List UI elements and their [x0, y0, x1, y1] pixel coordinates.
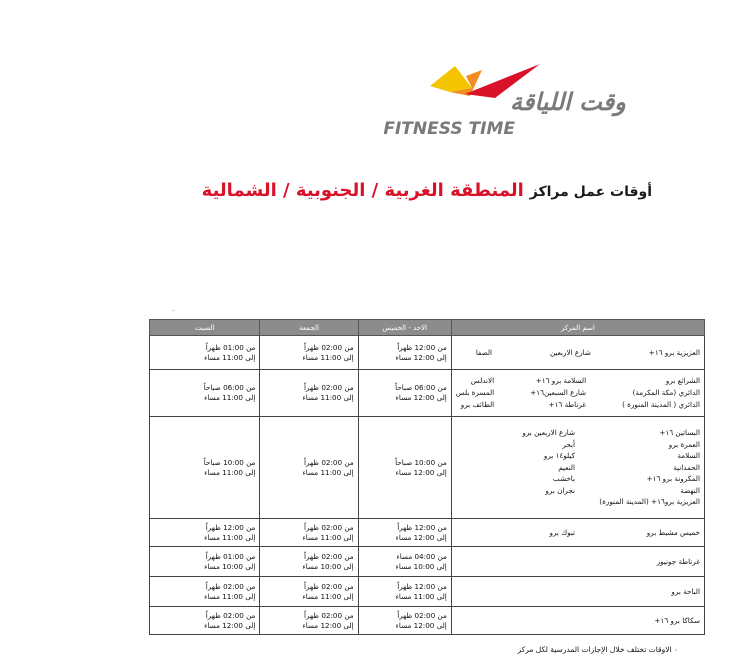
friday-hours [260, 417, 358, 519]
hours-to: إلى 11:00 مساء [395, 591, 447, 601]
schedule-table [149, 319, 705, 635]
hours-from: من 04:00 مساء [396, 551, 447, 561]
hours-from: من 02:00 ظهراً [304, 581, 354, 591]
hours-to: إلى 12:00 مساء [395, 532, 447, 542]
center-name: الدائري ( المدينة المنورة ) [622, 400, 700, 409]
weekday-hours [358, 607, 451, 635]
table-row [150, 417, 705, 519]
table-row [150, 547, 705, 577]
center-name: سكاكا برو ١٦+ [654, 616, 700, 625]
center-name: الحمدانية [673, 462, 700, 472]
weekday-hours [358, 519, 451, 547]
header-center-name: اسم المركز [451, 320, 704, 336]
center-name: الشرائع برو [665, 376, 700, 385]
center-name: النعيم [558, 462, 575, 472]
hours-from: من 02:00 ظهراً [205, 581, 256, 591]
center-name: أبحر [562, 439, 575, 449]
hours-to: إلى 11:00 مساء [302, 532, 354, 542]
friday-hours [260, 336, 358, 370]
hours-from: من 06:00 صباحاً [203, 383, 256, 392]
centers-cell [451, 370, 704, 417]
friday-hours [260, 607, 358, 635]
hours-from: من 02:00 ظهراً [304, 551, 354, 561]
center-name: الدائري (مكة المكرمة) [632, 388, 700, 397]
table-row [150, 336, 705, 370]
center-name: الاندلس [470, 376, 495, 385]
hours-to: إلى 12:00 مساء [302, 620, 354, 630]
saturday-hours [150, 547, 260, 577]
hours-from: من 12:00 ظهراً [205, 522, 256, 532]
center-name: الصفا [475, 348, 493, 357]
saturday-hours [150, 607, 260, 635]
hours-from: من 01:00 ظهراً [205, 342, 256, 352]
center-name: الطائف برو [460, 400, 495, 409]
title-highlight: المنطقة الغربية / الجنوبية / الشمالية [201, 180, 524, 201]
center-name: نجران برو [545, 485, 575, 495]
saturday-hours [150, 417, 260, 519]
hours-to: إلى 11:00 مساء [302, 591, 354, 601]
centers-cell [451, 336, 704, 370]
header-friday: الجمعة [260, 320, 358, 336]
weekday-hours [358, 577, 451, 607]
hours-from: من 02:00 ظهراً [205, 610, 256, 620]
center-name: غرناطة جونيور [656, 557, 700, 566]
hours-to: إلى 10:00 مساء [204, 561, 256, 571]
fitness-time-logo [300, 58, 626, 143]
hours-to: إلى 10:00 مساء [395, 561, 447, 571]
hours-from: من 02:00 ظهراً [304, 522, 354, 532]
center-name: شارع الاربعين برو [522, 427, 575, 437]
hours-to: إلى 11:00 مساء [204, 467, 256, 477]
fitness-time-logo-mark [300, 58, 626, 143]
center-name: كيلو١٤ برو [543, 451, 575, 461]
center-name: السلامة برو ١٦+ [535, 376, 587, 385]
centers-cell [451, 417, 704, 519]
saturday-hours [150, 336, 260, 370]
table-row [150, 370, 705, 417]
center-name: العزيزية برو١٦+ (المدينة المنورة) [599, 497, 700, 507]
hours-to: إلى 11:00 مساء [302, 352, 354, 362]
center-name: شارع السبعين١٦+ [530, 388, 587, 397]
hours-from: من 12:00 ظهراً [397, 342, 447, 352]
hours-from: من 02:00 ظهراً [304, 457, 354, 467]
hours-from: من 06:00 صباحاً [395, 383, 447, 392]
header-saturday: السبت [150, 320, 260, 336]
hours-to: إلى 11:00 مساء [204, 532, 256, 542]
hours-from: من 10:00 صباحاً [203, 457, 256, 467]
center-name: المسرة بلس [455, 388, 495, 397]
title-prefix: أوقات عمل مراكز [529, 184, 652, 200]
center-name: تبوك برو [549, 528, 575, 537]
hours-to: إلى 12:00 مساء [395, 620, 447, 630]
hours-to: إلى 12:00 مساء [395, 467, 447, 477]
table-row [150, 519, 705, 547]
hours-to: إلى 12:00 مساء [204, 620, 256, 630]
page-title [202, 180, 652, 201]
footnote: ٠ الاوقات تختلف خلال الإجازات المدرسية لكل مركز [517, 645, 678, 654]
center-name: العزيزية برو ١٦+ [648, 348, 700, 357]
friday-hours [260, 547, 358, 577]
hours-to: إلى 11:00 مساء [302, 393, 354, 402]
logo-english-text: FITNESS TIME [383, 119, 515, 139]
friday-hours [260, 577, 358, 607]
center-name: البساتين ١٦+ [659, 427, 700, 437]
center-name: المكرونة برو ١٦+ [646, 474, 700, 484]
center-name: النهضة [680, 485, 700, 495]
center-name: السلامة [677, 451, 700, 461]
hours-from: من 02:00 ظهراً [304, 383, 354, 392]
table-row [150, 577, 705, 607]
hours-to: إلى 11:00 مساء [302, 467, 354, 477]
friday-hours [260, 370, 358, 417]
centers-cell [451, 607, 704, 635]
saturday-hours [150, 519, 260, 547]
hours-from: من 12:00 ظهراً [397, 522, 447, 532]
center-name: باخشب [552, 474, 575, 484]
friday-hours [260, 519, 358, 547]
center-name: خميس مشيط برو [646, 528, 700, 537]
center-name: شارع الاربعين [549, 348, 591, 357]
hours-from: من 12:00 ظهراً [397, 581, 447, 591]
hours-from: من 02:00 ظهراً [397, 610, 447, 620]
hours-to: إلى 12:00 مساء [395, 393, 447, 402]
hours-to: إلى 10:00 مساء [302, 561, 354, 571]
centers-cell [451, 547, 704, 577]
hours-to: إلى 11:00 مساء [204, 352, 256, 362]
table-header-row [150, 320, 705, 336]
weekday-hours [358, 370, 451, 417]
hours-from: من 02:00 ظهراً [304, 610, 354, 620]
weekday-hours [358, 547, 451, 577]
hours-to: إلى 11:00 مساء [204, 591, 256, 601]
center-name: الباحة برو [671, 587, 700, 596]
weekday-hours [358, 417, 451, 519]
hours-from: من 10:00 صباحاً [395, 457, 447, 467]
saturday-hours [150, 370, 260, 417]
centers-cell [451, 519, 704, 547]
hours-from: من 02:00 ظهراً [304, 342, 354, 352]
table-row [150, 607, 705, 635]
logo-yellow-wing [430, 66, 472, 92]
hours-to: إلى 12:00 مساء [395, 352, 447, 362]
hours-from: من 01:00 ظهراً [205, 551, 256, 561]
centers-cell [451, 577, 704, 607]
saturday-hours [150, 577, 260, 607]
header-weekday: الاحد - الخميس [358, 320, 451, 336]
weekday-hours [358, 336, 451, 370]
center-name: غرناطة ١٦+ [548, 400, 587, 409]
stray-dot: . [172, 304, 175, 313]
logo-arabic-text: وقت اللياقة [510, 88, 626, 116]
hours-to: إلى 11:00 مساء [204, 393, 256, 402]
center-name: العمرة برو [668, 439, 700, 449]
